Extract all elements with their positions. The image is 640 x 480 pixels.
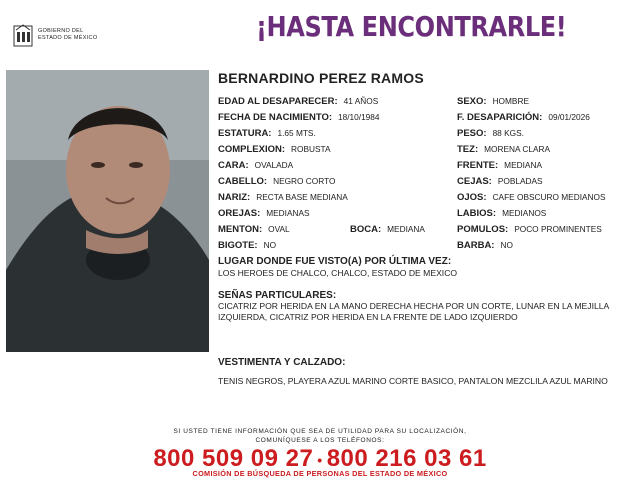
field-barba: [457, 240, 513, 251]
field-peso: [457, 128, 524, 139]
logo-line2: ESTADO DE MÉXICO: [38, 35, 98, 41]
marks-text: CICATRIZ POR HERIDA EN LA MANO DERECHA HECHA POR UN CORTE, LUNAR EN LA MEJILLA IZQUIERDA, CICATRIZ POR HERIDA EN LA FRENTE DE LADO IZQUIERDO: [218, 301, 609, 322]
field-pomulos: [457, 224, 602, 235]
field-cara: [218, 160, 293, 171]
field-nacimiento-value: 18/10/1984: [338, 112, 380, 122]
field-sexo-label: SEXO:: [457, 96, 487, 107]
last-seen-label: LUGAR DONDE FUE VISTO(A) POR ÚLTIMA VEZ:: [218, 256, 452, 267]
clothing-label: VESTIMENTA Y CALZADO:: [218, 357, 346, 368]
field-menton: [218, 224, 290, 235]
person-photo: [6, 70, 209, 352]
field-cejas-value: POBLADAS: [497, 176, 543, 186]
field-orejas-label: OREJAS:: [218, 208, 261, 219]
field-ojos-label: OJOS:: [457, 192, 487, 203]
field-nacimiento: [218, 112, 380, 123]
field-labios-label: LABIOS:: [457, 208, 497, 219]
state-seal-icon: [12, 22, 34, 48]
field-edad: [218, 96, 378, 107]
field-tez-label: TEZ:: [457, 144, 479, 155]
field-labios-value: MEDIANOS: [502, 208, 547, 218]
field-boca: [350, 224, 425, 235]
phone-1: 800 509 09 27: [153, 445, 314, 472]
phone-2: 800 216 03 61: [326, 445, 487, 472]
info-line2: COMUNÍQUESE A LOS TELÉFONOS:: [255, 437, 385, 444]
field-cejas: [457, 176, 543, 187]
field-cabello-value: NEGRO CORTO: [273, 176, 336, 186]
field-menton-value: OVAL: [268, 224, 290, 234]
field-estatura-label: ESTATURA:: [218, 128, 272, 139]
field-bigote-value: NO: [263, 240, 277, 250]
field-desaparicion: [457, 112, 590, 123]
field-cabello-label: CABELLO:: [218, 176, 268, 187]
field-nariz-value: RECTA BASE MEDIANA: [256, 192, 348, 202]
field-estatura: [218, 128, 316, 139]
field-menton-label: MENTON:: [218, 224, 263, 235]
commission-name: COMISIÓN DE BÚSQUEDA DE PERSONAS DEL ESTADO DE MÉXICO: [192, 469, 448, 478]
field-orejas: [218, 208, 310, 219]
field-frente: [457, 160, 542, 171]
info-line1: SI USTED TIENE INFORMACIÓN QUE SEA DE UTILIDAD PARA SU LOCALIZACIÓN,: [173, 428, 467, 435]
government-logo: [12, 22, 122, 48]
field-complexion-value: ROBUSTA: [291, 144, 331, 154]
field-cara-value: OVALADA: [254, 160, 294, 170]
field-desaparicion-value: 09/01/2026: [548, 112, 590, 122]
marks-label: SEÑAS PARTICULARES:: [218, 290, 337, 301]
logo-line1: GOBIERNO DEL: [38, 28, 84, 34]
field-boca-value: MEDIANA: [387, 224, 425, 234]
clothing-text: TENIS NEGROS, PLAYERA AZUL MARINO CORTE BASICO, PANTALON MEZCLILA AZUL MARINO: [218, 376, 608, 386]
field-edad-value: 41 AÑOS: [343, 96, 379, 106]
headline: ¡HASTA ENCONTRARLE!: [256, 10, 567, 43]
field-frente-label: FRENTE:: [457, 160, 499, 171]
field-pomulos-label: POMULOS:: [457, 224, 509, 235]
field-peso-label: PESO:: [457, 128, 487, 139]
field-cejas-label: CEJAS:: [457, 176, 492, 187]
field-barba-value: NO: [500, 240, 513, 250]
field-edad-label: EDAD AL DESAPARECER:: [218, 96, 338, 107]
phone-separator: •: [317, 451, 323, 468]
field-ojos-value: CAFE OBSCURO MEDIANOS: [492, 192, 606, 202]
field-barba-label: BARBA:: [457, 240, 495, 251]
field-bigote: [218, 240, 276, 251]
field-cabello: [218, 176, 335, 187]
field-tez: [457, 144, 550, 155]
field-nacimiento-label: FECHA DE NACIMIENTO:: [218, 112, 332, 123]
info-text: [0, 427, 640, 445]
field-frente-value: MEDIANA: [504, 160, 542, 170]
field-orejas-value: MEDIANAS: [266, 208, 310, 218]
field-desaparicion-label: F. DESAPARICIÓN:: [457, 112, 543, 123]
last-seen-text: LOS HEROES DE CHALCO, CHALCO, ESTADO DE MEXICO: [218, 268, 458, 278]
field-complexion-label: COMPLEXION:: [218, 144, 286, 155]
field-bigote-label: BIGOTE:: [218, 240, 258, 251]
field-nariz-label: NARIZ:: [218, 192, 251, 203]
field-ojos: [457, 192, 606, 203]
field-sexo: [457, 96, 529, 107]
field-labios: [457, 208, 546, 219]
person-photo-illustration: [6, 70, 209, 352]
field-boca-label: BOCA:: [350, 224, 382, 235]
logo-text: [38, 28, 97, 42]
field-complexion: [218, 144, 331, 155]
field-nariz: [218, 192, 348, 203]
field-pomulos-value: POCO PROMINENTES: [514, 224, 602, 234]
person-name: BERNARDINO PEREZ RAMOS: [218, 70, 424, 86]
field-sexo-value: HOMBRE: [492, 96, 529, 106]
field-cara-label: CARA:: [218, 160, 249, 171]
field-estatura-value: 1.65 MTS.: [277, 128, 316, 138]
field-peso-value: 88 KGS.: [492, 128, 524, 138]
field-tez-value: MORENA CLARA: [484, 144, 551, 154]
